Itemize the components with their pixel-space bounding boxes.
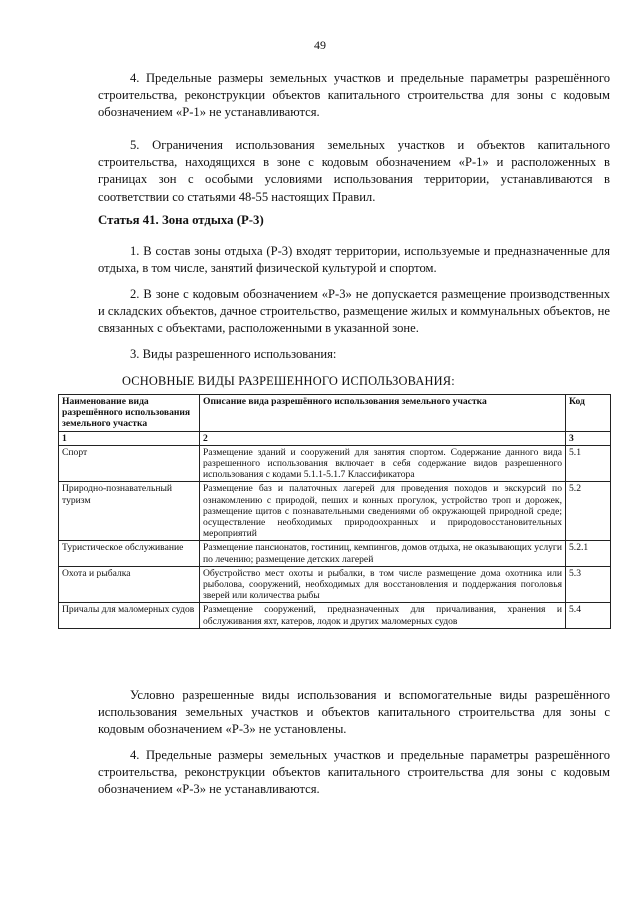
table-row: [59, 482, 611, 541]
column-number: 1: [59, 431, 200, 445]
paragraph-r3-limits: 4. Предельные размеры земельных участков и предельные параметры разрешённого строительства, реконструкции объектов капитального строительства для зоны с кодовым обозначением «Р-3» не устанавливаются.: [98, 748, 610, 797]
table-column-numbers-row: [59, 431, 611, 445]
column-number: 2: [200, 431, 566, 445]
use-description: Обустройство мест охоты и рыбалки, в том числе размещение дома охотника или рыболова, сооружений, необходимых для восстановления и поддержания поголовья зверей или количества рыбы: [200, 566, 566, 603]
page-number: 49: [314, 38, 326, 52]
permitted-uses-table: [58, 394, 611, 629]
paragraph-conditional-uses: Условно разрешенные виды использования и вспомогательные виды разрешённого использования земельных участков и объектов капитального строительства для зоны с кодовым обозначением «Р-3» не установлены.: [98, 688, 610, 737]
use-name: Причалы для маломерных судов: [59, 603, 200, 628]
column-header-code: Код: [566, 395, 611, 432]
use-name: Охота и рыбалка: [59, 566, 200, 603]
use-code: 5.4: [566, 603, 611, 628]
paragraph-zone-composition: 1. В состав зоны отдыха (Р-3) входят территории, используемые и предназначенные для отдыха, в том числе, занятий физической культурой и спортом.: [98, 244, 610, 276]
use-name: Спорт: [59, 445, 200, 482]
column-header-description: Описание вида разрешённого использования земельного участка: [200, 395, 566, 432]
paragraph-zone-prohibitions: 2. В зоне с кодовым обозначением «Р-3» не допускается размещение производственных и складских объектов, дачное строительство, размещение жилых и коммунальных объектов, не связанных с объектами, расположенными в указанной зоне.: [98, 287, 610, 336]
use-code: 5.2: [566, 482, 611, 541]
table-row: [59, 541, 611, 566]
use-description: Размещение баз и палаточных лагерей для проведения походов и экскурсий по ознакомлению с природой, пешиx и конных прогулок, устройство троп и дорожек, размещение щитов с познавательными сведениями об окружающей природной среде; осуществление необходимых природоохранных и природовосстановительных мероприятий: [200, 482, 566, 541]
table-header-row: [59, 395, 611, 432]
table-row: [59, 566, 611, 603]
table-row: [59, 445, 611, 482]
use-code: 5.1: [566, 445, 611, 482]
table-row: [59, 603, 611, 628]
use-name: Природно-познавательный туризм: [59, 482, 200, 541]
table-title: ОСНОВНЫЕ ВИДЫ РАЗРЕШЕННОГО ИСПОЛЬЗОВАНИЯ:: [122, 374, 455, 388]
use-name: Туристическое обслуживание: [59, 541, 200, 566]
use-description: Размещение зданий и сооружений для занятия спортом. Содержание данного вида разрешенного использования включает в себя содержание видов разрешенного использования с кодами 5.1.1-5.1.7 Классификатора: [200, 445, 566, 482]
paragraph-r1-restrictions: 5. Ограничения использования земельных участков и объектов капитального строительства, находящихся в зоне с кодовым обозначением «Р-1» и расположенных в границах зон с особыми условиями использования территории, устанавливаются в соответствии со статьями 48-55 настоящих Правил.: [98, 138, 610, 204]
use-description: Размещение сооружений, предназначенных для причаливания, хранения и обслуживания яхт, катеров, лодок и других маломерных судов: [200, 603, 566, 628]
column-header-name: Наименование вида разрешённого использования земельного участка: [59, 395, 200, 432]
use-code: 5.3: [566, 566, 611, 603]
column-number: 3: [566, 431, 611, 445]
paragraph-permitted-uses-intro: 3. Виды разрешенного использования:: [130, 347, 337, 361]
paragraph-r1-limits: 4. Предельные размеры земельных участков и предельные параметры разрешённого строительства, реконструкции объектов капитального строительства для зоны с кодовым обозначением «Р-1» не устанавливаются.: [98, 71, 610, 120]
use-description: Размещение пансионатов, гостиниц, кемпингов, домов отдыха, не оказывающих услуги по лечению; размещение детских лагерей: [200, 541, 566, 566]
use-code: 5.2.1: [566, 541, 611, 566]
article-heading: Статья 41. Зона отдыха (Р-3): [98, 213, 264, 227]
